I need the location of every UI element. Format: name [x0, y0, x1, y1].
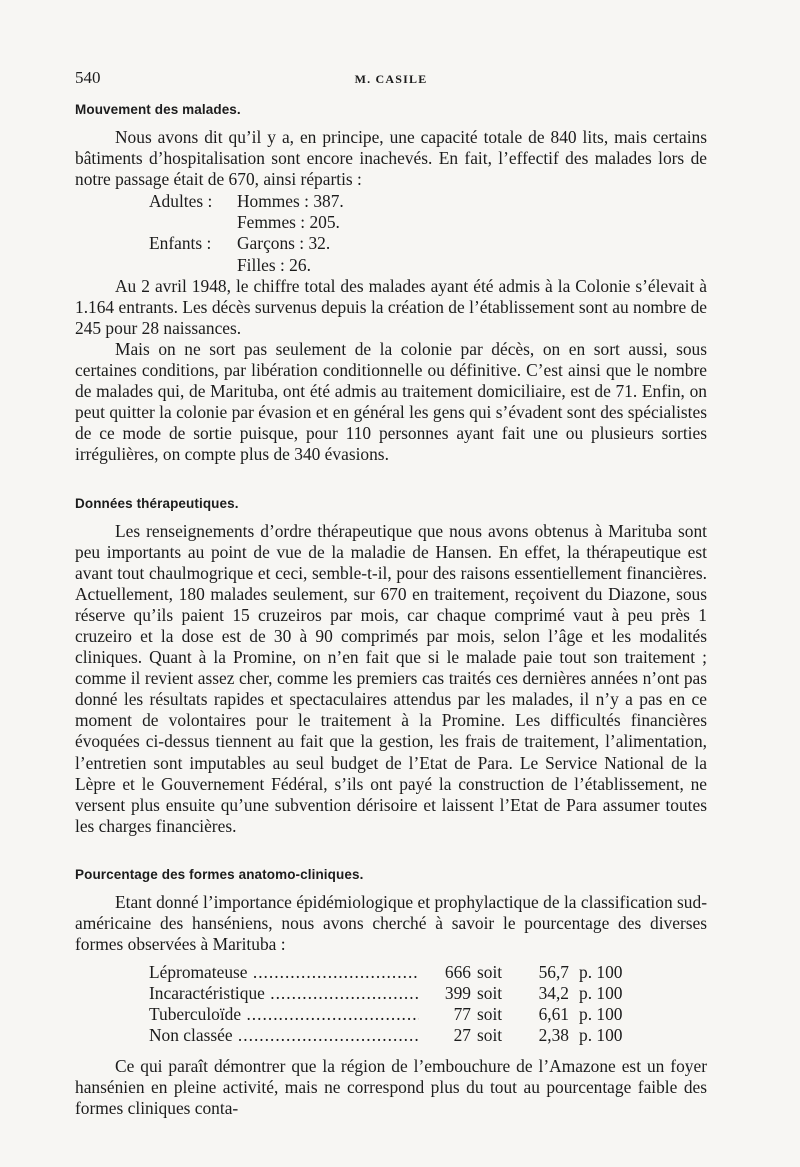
form-count: 27 — [453, 1025, 471, 1046]
table-row — [75, 1004, 707, 1025]
form-label: Incaractéristique ..... — [149, 983, 419, 1004]
section-title-therapeutiques: Données thérapeutiques. — [75, 495, 239, 511]
form-percent: 6,61 — [538, 1004, 569, 1025]
census-row — [75, 233, 707, 254]
form-unit: p. 100 — [579, 983, 623, 1004]
table-row — [75, 983, 707, 1004]
form-count: 666 — [444, 962, 471, 983]
page-number: 540 — [75, 68, 101, 87]
census-value: Hommes : 387. — [237, 191, 344, 212]
page-header — [75, 62, 707, 92]
form-label: Tuberculoïde ..... — [149, 1004, 419, 1025]
paragraph: Etant donné l’importance épidémiologique et prophylactique de la classification sud-américaine des hanséniens, nous avons cherché à savoir le pourcentage des diverses formes observées à Marituba : — [75, 891, 707, 955]
form-percent: 34,2 — [538, 983, 569, 1004]
form-label: Non classée ..... — [149, 1025, 419, 1046]
section-title-mouvement: Mouvement des malades. — [75, 102, 241, 117]
form-soit: soit — [477, 962, 503, 983]
census-group: Adultes : — [149, 191, 213, 212]
census-row — [75, 255, 707, 276]
form-percent: 2,38 — [538, 1025, 569, 1046]
form-count: 399 — [444, 983, 471, 1004]
section-spacer — [75, 837, 707, 857]
form-soit: soit — [477, 1004, 503, 1025]
paragraph: Nous avons dit qu’il y a, en principe, une capacité totale de 840 lits, mais certains bâtiments d’hospitalisation sont encore inachevés. En fait, l’effectif des malades lors de notre passage était de 670, ainsi répartis : — [75, 127, 707, 190]
document-page — [75, 62, 707, 1119]
table-row — [75, 962, 707, 983]
paragraph: Les renseignements d’ordre thérapeutique que nous avons obtenus à Marituba sont peu importants au point de vue de la maladie de Hansen. En effet, la thérapeutique est avant tout chaulmogrique et ceci, semble-t-il, pour des raisons essentiellement financières. Actuellement, 180 malades seulement, sur 670 en traitement, reçoivent du Diazone, sous réserve qu’ils paient 15 cruzeiros par mois, car chaque comprimé vaut à peu près 1 cruzeiro et la dose est de 30 à 90 comprimés par mois, selon l’âge et les modalités cliniques. Quant à la Promine, on n’en fait que si le malade paie tout son traitement ; comme il revient assez cher, comme les premiers cas traités ces dernières années n’ont pas donné les résultats rapides et spectaculaires attendus par les malades, il n’y a pas en ce moment de volontaires pour le traitement à la Promine. Les difficultés financières évoquées ci-dessus tiennent au fait que la gestion, les frais de traitement, l’alimentation, l’entretien sont imputables au seul budget de l’Etat de Para. Le Service National de la Lèpre et le Gouvernement Fédéral, s’ils ont payé la construction de l’établissement, ne versent plus ensuite qu’une subvention dérisoire et laissent l’Etat de Para assumer toutes les charges financières. — [75, 520, 707, 836]
table-row — [75, 1025, 707, 1046]
paragraph: Mais on ne sort pas seulement de la colonie par décès, on en sort aussi, sous certaines conditions, par libération conditionnelle ou définitive. C’est ainsi que le nombre de malades qui, de Marituba, ont été admis au traitement domiciliaire, est de 71. Enfin, on peut quitter la colonie par évasion et en général les gens qui s’évadent sont des spécialistes de ce mode de sortie puisque, pour 110 personnes ayant fait une ou plusieurs sorties irrégulières, on compte plus de 340 évasions. — [75, 338, 707, 465]
census-value: Femmes : 205. — [237, 212, 340, 233]
census-row — [75, 212, 707, 233]
census-group: Enfants : — [149, 233, 212, 254]
section-title-pourcentage: Pourcentage des formes anatomo-cliniques. — [75, 866, 364, 882]
form-unit: p. 100 — [579, 1004, 623, 1025]
running-head: M. CASILE — [354, 72, 428, 86]
paragraph: Ce qui paraît démontrer que la région de l’embouchure de l’Amazone est un foyer hansénien en pleine activité, mais ne correspond plus du tout au pourcentage faible des formes cliniques conta- — [75, 1055, 707, 1118]
form-soit: soit — [477, 983, 503, 1004]
form-unit: p. 100 — [579, 1025, 623, 1046]
section-spacer — [75, 466, 707, 486]
form-soit: soit — [477, 1025, 503, 1046]
clinical-forms-table — [75, 962, 707, 1046]
census-row — [75, 191, 707, 212]
census-value: Filles : 26. — [237, 254, 311, 275]
form-unit: p. 100 — [579, 962, 623, 983]
paragraph: Au 2 avril 1948, le chiffre total des malades ayant été admis à la Colonie s’élevait à 1.164 entrants. Les décès survenus depuis la création de l’établissement sont au nombre de 245 pour 28 naissances. — [75, 275, 707, 338]
form-label: Lépromateuse ..... — [149, 962, 419, 983]
census-value: Garçons : 32. — [237, 233, 331, 254]
patient-census-list — [75, 191, 707, 275]
form-count: 77 — [453, 1004, 471, 1025]
form-percent: 56,7 — [538, 962, 569, 983]
